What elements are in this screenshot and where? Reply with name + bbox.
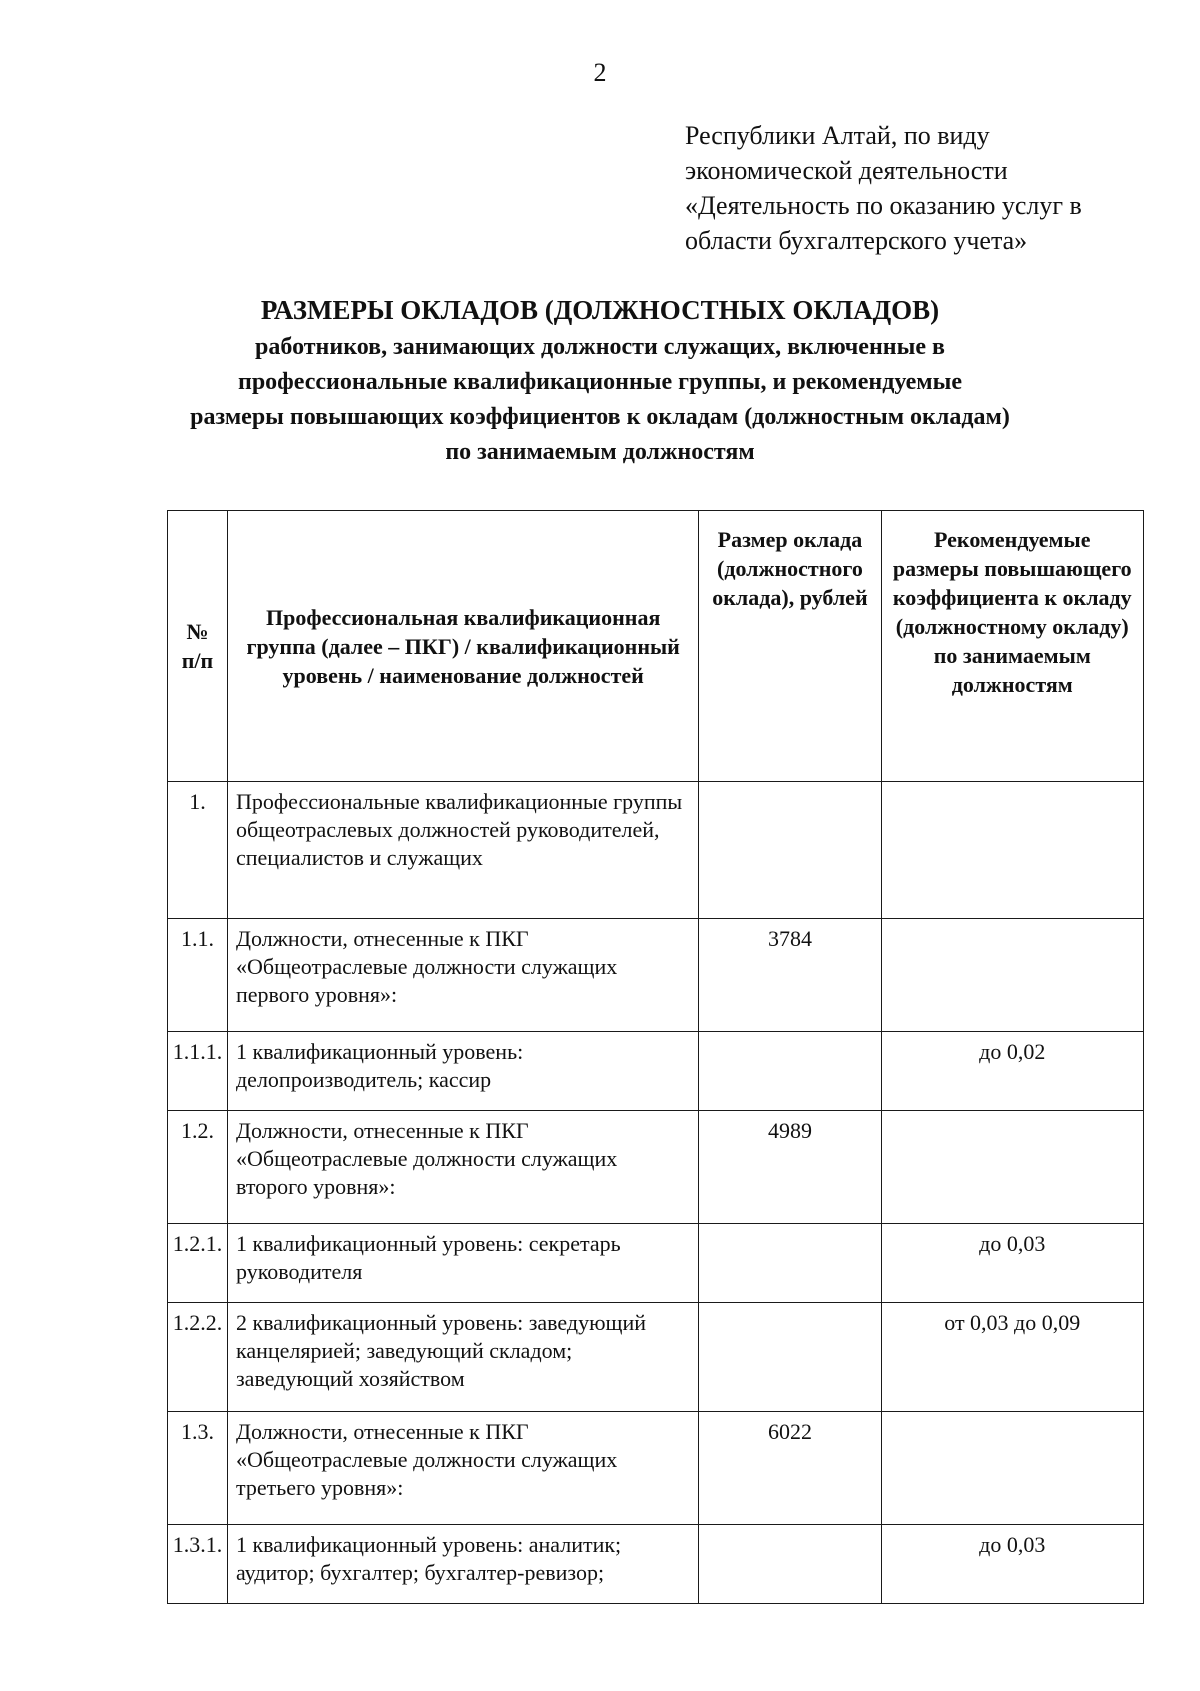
table-row xyxy=(168,1032,1144,1111)
row-salary: 3784 xyxy=(699,919,881,1032)
row-salary: 6022 xyxy=(699,1412,881,1525)
table-row xyxy=(168,1412,1144,1525)
page-number: 2 xyxy=(593,58,607,87)
context-line: Республики Алтай, по виду xyxy=(685,121,990,150)
row-coefficient xyxy=(881,1412,1144,1525)
row-coefficient xyxy=(881,1111,1144,1224)
row-salary: 4989 xyxy=(699,1111,881,1224)
row-name: 2 квалификационный уровень: заведующий канцелярией; заведующий складом; заведующий хозяйством xyxy=(227,1303,698,1412)
row-number: 1.2.2. xyxy=(168,1303,228,1412)
row-coefficient: от 0,03 до 0,09 xyxy=(881,1303,1144,1412)
row-name: 1 квалификационный уровень: делопроизводитель; кассир xyxy=(227,1032,698,1111)
table-row xyxy=(168,1224,1144,1303)
document-title xyxy=(0,292,1200,470)
row-name: 1 квалификационный уровень: аналитик; аудитор; бухгалтер; бухгалтер-ревизор; xyxy=(227,1525,698,1604)
row-number: 1.1.1. xyxy=(168,1032,228,1111)
row-salary xyxy=(699,1525,881,1604)
header-name: Профессиональная квалификационная группа (далее – ПКГ) / квалификационный уровень / наименование должностей xyxy=(227,511,698,782)
context-line: «Деятельность по оказанию услуг в xyxy=(685,191,1082,220)
row-name: Должности, отнесенные к ПКГ «Общеотраслевые должности служащих первого уровня»: xyxy=(227,919,698,1032)
title-line: работников, занимающих должности служащих, включенные в xyxy=(255,334,945,360)
row-number: 1.3.1. xyxy=(168,1525,228,1604)
row-coefficient xyxy=(881,919,1144,1032)
table-row xyxy=(168,1303,1144,1412)
header-coefficient: Рекомендуемые размеры повышающего коэффициента к окладу (должностному окладу) по занимаемым должностям xyxy=(881,511,1144,782)
row-salary xyxy=(699,1032,881,1111)
title-main: РАЗМЕРЫ ОКЛАДОВ (ДОЛЖНОСТНЫХ ОКЛАДОВ) xyxy=(260,295,940,325)
header-salary: Размер оклада (должностного оклада), рублей xyxy=(699,511,881,782)
row-name: 1 квалификационный уровень: секретарь руководителя xyxy=(227,1224,698,1303)
row-salary xyxy=(699,1224,881,1303)
title-line: профессиональные квалификационные группы, и рекомендуемые xyxy=(238,369,962,395)
row-salary xyxy=(699,1303,881,1412)
row-coefficient: до 0,03 xyxy=(881,1224,1144,1303)
context-line: экономической деятельности xyxy=(685,156,1008,185)
salary-table-wrapper xyxy=(167,510,1144,1604)
row-number: 1.2. xyxy=(168,1111,228,1224)
table-header-row xyxy=(168,511,1144,782)
table-row xyxy=(168,1525,1144,1604)
row-coefficient: до 0,03 xyxy=(881,1525,1144,1604)
row-name: Профессиональные квалификационные группы общеотраслевых должностей руководителей, специалистов и служащих xyxy=(227,782,698,919)
salary-table xyxy=(167,510,1144,1604)
context-line: области бухгалтерского учета» xyxy=(685,226,1028,255)
row-name: Должности, отнесенные к ПКГ «Общеотраслевые должности служащих второго уровня»: xyxy=(227,1111,698,1224)
row-salary xyxy=(699,782,881,919)
title-line: размеры повышающих коэффициентов к окладам (должностным окладам) xyxy=(190,404,1010,430)
document-context xyxy=(685,118,1165,258)
row-number: 1.3. xyxy=(168,1412,228,1525)
table-row xyxy=(168,782,1144,919)
header-no: № п/п xyxy=(168,511,228,782)
title-line: по занимаемым должностям xyxy=(445,439,755,465)
row-number: 1. xyxy=(168,782,228,919)
table-row xyxy=(168,1111,1144,1224)
row-number: 1.1. xyxy=(168,919,228,1032)
row-number: 1.2.1. xyxy=(168,1224,228,1303)
row-name: Должности, отнесенные к ПКГ «Общеотраслевые должности служащих третьего уровня»: xyxy=(227,1412,698,1525)
row-coefficient: до 0,02 xyxy=(881,1032,1144,1111)
table-row xyxy=(168,919,1144,1032)
row-coefficient xyxy=(881,782,1144,919)
